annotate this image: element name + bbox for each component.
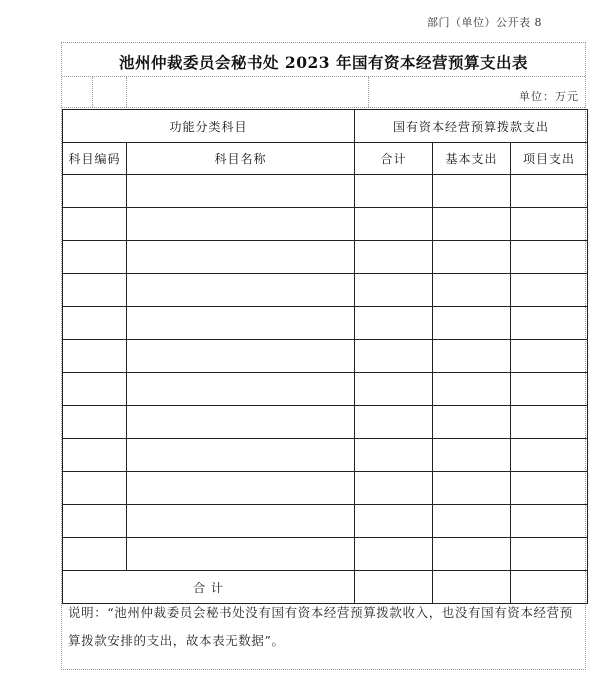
table-cell [127,175,355,208]
table-cell [511,274,588,307]
table-cell [127,208,355,241]
table-cell [511,439,588,472]
table-cell [511,472,588,505]
table-cell [511,241,588,274]
table-cell [355,406,433,439]
table-cell [433,340,511,373]
table-row [63,307,588,340]
table-row [63,340,588,373]
table-cell [433,241,511,274]
grid-divider [92,77,93,107]
table-cell [127,439,355,472]
table-cell [433,439,511,472]
group-header-row [63,110,588,143]
state-capital-expenditure-header: 国有资本经营预算拨款支出 [355,110,588,143]
table-cell [511,175,588,208]
total-label: 合 计 [63,571,355,604]
table-cell [355,505,433,538]
table-cell [433,505,511,538]
table-cell [127,472,355,505]
table-cell [511,340,588,373]
table-cell [355,175,433,208]
table-row [63,373,588,406]
table-cell [433,472,511,505]
table-cell [511,373,588,406]
table-cell [355,241,433,274]
table-cell [127,538,355,571]
column-header-basic: 基本支出 [433,143,511,175]
table-cell [127,241,355,274]
table-cell [355,340,433,373]
column-header-row [63,143,588,175]
grid-divider [368,77,369,107]
table-row [63,241,588,274]
table-row [63,439,588,472]
table-cell [127,274,355,307]
column-header-code: 科目编码 [63,143,127,175]
table-cell [127,340,355,373]
table-row [63,274,588,307]
table-cell [433,175,511,208]
table-cell [433,208,511,241]
table-cell [63,373,127,406]
table-cell [63,274,127,307]
spacer-row [62,76,585,108]
table-row [63,175,588,208]
table-cell [63,472,127,505]
table-cell [355,274,433,307]
explanation-note: 说明：“池州仲裁委员会秘书处没有国有资本经营预算拨款收入，也没有国有资本经营预算拨款安排的支出，故本表无数据”。 [68,605,573,648]
document-label: 部门（单位）公开表 8 [427,16,542,29]
table-cell [511,406,588,439]
table-cell [63,208,127,241]
table-row [63,538,588,571]
table-row [63,472,588,505]
grid-divider [126,77,127,107]
column-header-project: 项目支出 [511,143,588,175]
table-cell [355,373,433,406]
table-cell [63,406,127,439]
table-cell [127,505,355,538]
table-cell [511,505,588,538]
table-cell [355,307,433,340]
table-cell [433,373,511,406]
table-cell [433,538,511,571]
expenditure-table [62,109,588,604]
table-cell [63,439,127,472]
table-cell [63,175,127,208]
column-header-total: 合计 [355,143,433,175]
table-row [63,208,588,241]
table-cell [63,241,127,274]
table-cell [127,373,355,406]
table-cell [63,307,127,340]
table-cell [355,538,433,571]
table-row [63,505,588,538]
table-cell [355,439,433,472]
page-title: 池州仲裁委员会秘书处 2023 年国有资本经营预算支出表 [119,53,528,72]
table-cell [511,208,588,241]
table-cell [63,538,127,571]
table-cell [127,406,355,439]
table-cell [355,208,433,241]
table-cell [63,505,127,538]
functional-classification-header: 功能分类科目 [63,110,355,143]
table-row [63,406,588,439]
column-header-name: 科目名称 [127,143,355,175]
table-cell [63,340,127,373]
table-cell [511,307,588,340]
unit-label: 单位：万元 [519,90,579,103]
expenditure-sheet [61,42,586,670]
table-cell [127,307,355,340]
table-cell [511,538,588,571]
table-cell [433,274,511,307]
table-cell [433,406,511,439]
table-cell [433,307,511,340]
table-cell [355,472,433,505]
